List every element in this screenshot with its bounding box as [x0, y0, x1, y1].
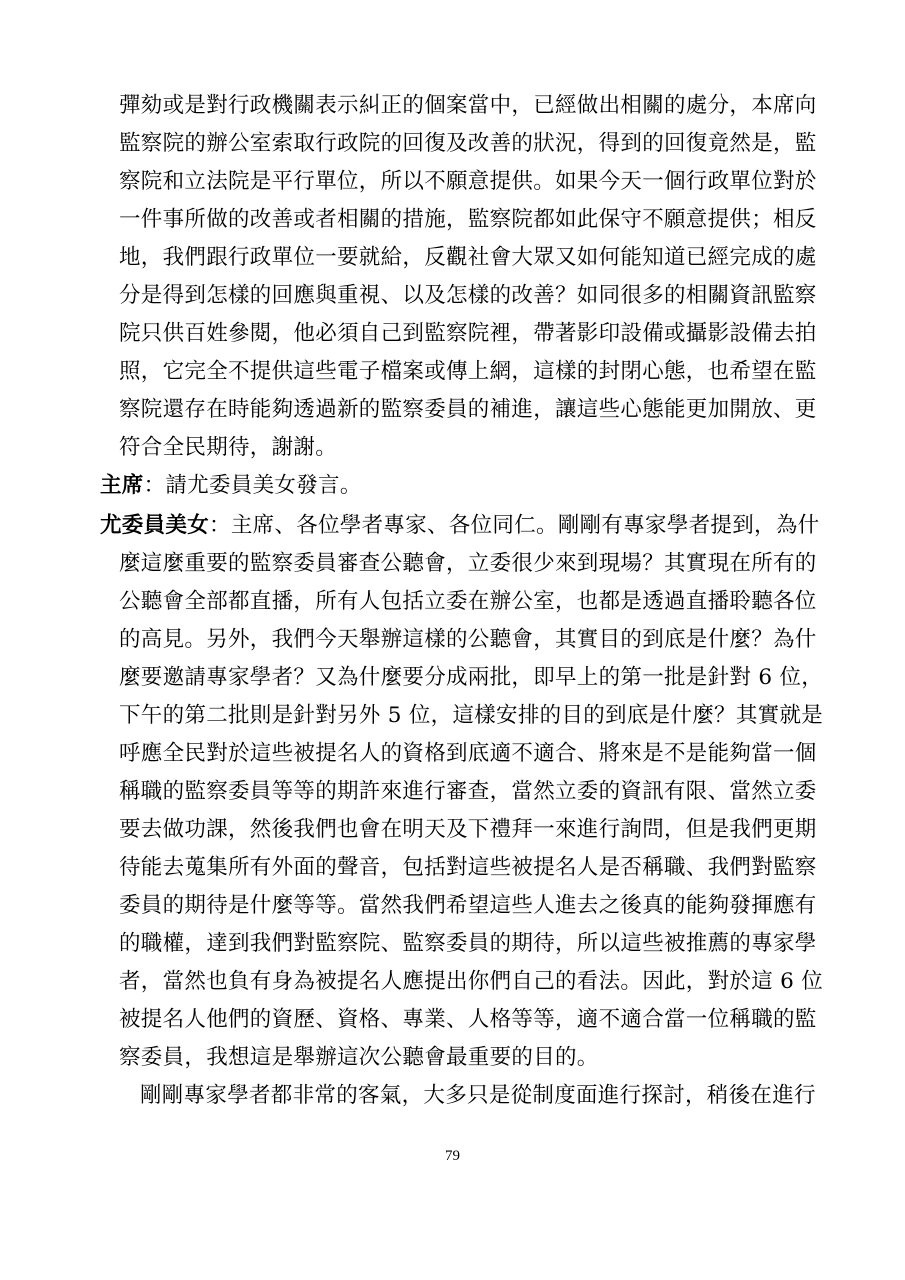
text-line: 彈劾或是對行政機關表示糾正的個案當中，已經做出相關的處分，本席向	[119, 93, 817, 118]
text-line: 者，當然也負有身為被提名人應提出你們自己的看法。因此，對於這 6 位	[119, 969, 824, 994]
text-line: 被提名人他們的資歷、資格、專業、人格等等，適不適合當一位稱職的監	[119, 1007, 817, 1032]
speech-chair	[0, 472, 905, 500]
text-line: 一件事所做的改善或者相關的措施，監察院都如此保守不願意提供；相反	[119, 207, 817, 232]
speaker-name: 尤委員美女	[100, 513, 210, 538]
speaker-colon: ：	[143, 473, 166, 498]
speech-yu	[0, 512, 905, 540]
text-line: 的高見。另外，我們今天舉辦這樣的公聽會，其實目的到底是什麼？為什	[119, 627, 817, 652]
text-line: 的職權，達到我們對監察院、監察委員的期待，所以這些被推薦的專家學	[119, 931, 817, 956]
page-number: 79	[445, 1148, 460, 1164]
text-line: 要去做功課，然後我們也會在明天及下禮拜一來進行詢問，但是我們更期	[119, 817, 817, 842]
text-line: 稱職的監察委員等等的期許來進行審查，當然立委的資訊有限、當然立委	[119, 779, 817, 804]
speech-text: 請尤委員美女發言。	[165, 473, 362, 498]
text-line: 剛剛專家學者都非常的客氣，大多只是從制度面進行探討，稍後在進行	[140, 1083, 816, 1108]
speaker-name: 主席	[100, 473, 144, 498]
text-line: 地，我們跟行政單位一要就給，反觀社會大眾又如何能知道已經完成的處	[119, 245, 817, 270]
speaker-colon: ：	[209, 513, 231, 538]
text-line: 院只供百姓參閱，他必須自己到監察院裡，帶著影印設備或攝影設備去拍	[119, 321, 817, 346]
text-line: 委員的期待是什麼等等。當然我們希望這些人進去之後真的能夠發揮應有	[119, 893, 817, 918]
text-line: 監察院的辦公室索取行政院的回復及改善的狀況，得到的回復竟然是，監	[119, 131, 817, 156]
text-line: 照，它完全不提供這些電子檔案或傳上網，這樣的封閉心態，也希望在監	[119, 359, 817, 384]
text-line: 公聽會全部都直播，所有人包括立委在辦公室，也都是透過直播聆聽各位	[119, 589, 817, 614]
text-line: 呼應全民對於這些被提名人的資格到底適不適合、將來是不是能夠當一個	[119, 741, 817, 766]
text-line: 符合全民期待，謝謝。	[119, 435, 338, 460]
text-line: 察院還存在時能夠透過新的監察委員的補進，讓這些心態能更加開放、更	[119, 397, 817, 422]
text-line: 察院和立法院是平行單位，所以不願意提供。如果今天一個行政單位對於	[119, 169, 817, 194]
text-line: 分是得到怎樣的回應與重視、以及怎樣的改善？如同很多的相關資訊監察	[119, 283, 817, 308]
text-line: 麼要邀請專家學者？又為什麼要分成兩批，即早上的第一批是針對 6 位，	[119, 665, 824, 690]
text-line: 察委員，我想這是舉辦這次公聽會最重要的目的。	[119, 1045, 599, 1070]
speech-text: 主席、各位學者專家、各位同仁。剛剛有專家學者提到，為什	[230, 513, 820, 538]
text-line: 下午的第二批則是針對另外 5 位，這樣安排的目的到底是什麼？其實就是	[119, 703, 824, 728]
text-line: 麼這麼重要的監察委員審查公聽會，立委很少來到現場？其實現在所有的	[119, 551, 817, 576]
text-line: 待能去蒐集所有外面的聲音，包括對這些被提名人是否稱職、我們對監察	[119, 855, 817, 880]
